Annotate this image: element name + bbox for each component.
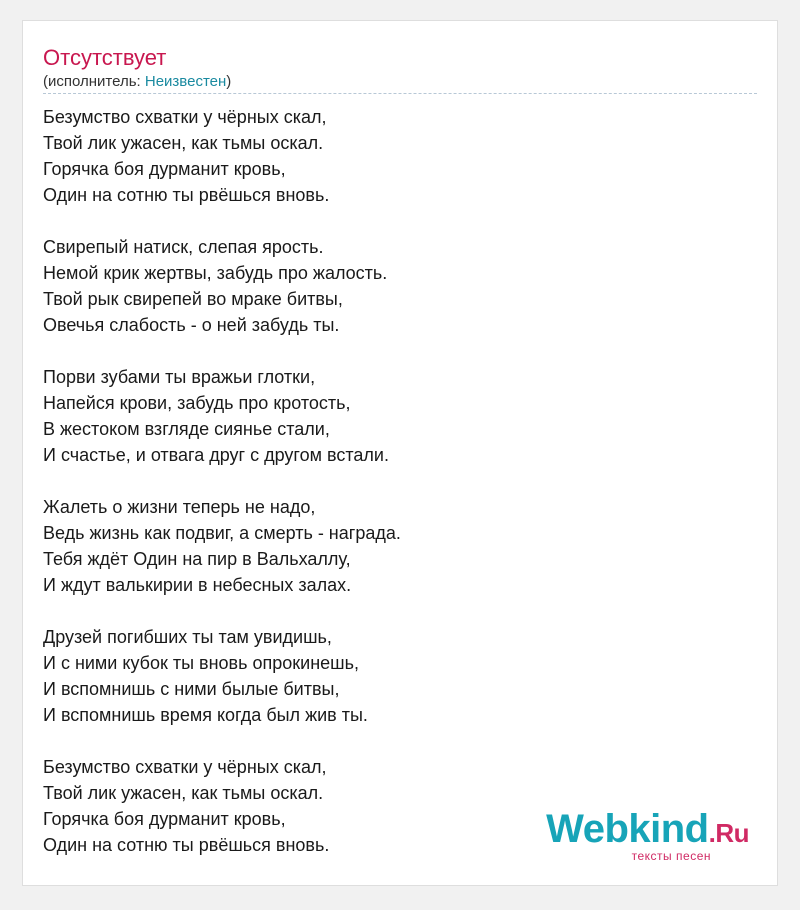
- lyric-line: Безумство схватки у чёрных скал,: [43, 107, 327, 127]
- lyrics-card: [22, 20, 778, 886]
- stanza: [43, 234, 401, 338]
- lyric-line: И с ними кубок ты вновь опрокинешь,: [43, 653, 359, 673]
- song-title: Отсутствует: [43, 45, 167, 70]
- lyric-line: Горячка боя дурманит кровь,: [43, 809, 286, 829]
- lyric-line: Жалеть о жизни теперь не надо,: [43, 497, 316, 517]
- lyric-line: Твой лик ужасен, как тьмы оскал.: [43, 133, 324, 153]
- lyric-line: Немой крик жертвы, забудь про жалость.: [43, 263, 388, 283]
- artist-link[interactable]: Неизвестен: [144, 73, 227, 90]
- brand-tld: .Ru: [708, 818, 749, 848]
- artist-prefix: (исполнитель:: [43, 73, 145, 90]
- artist-line: [43, 73, 231, 91]
- brand-wordmark: [546, 809, 749, 853]
- stanza: [43, 364, 401, 468]
- brand-tagline: тексты песен: [631, 849, 711, 863]
- lyric-line: Друзей погибших ты там увидишь,: [43, 627, 332, 647]
- lyric-line: И ждут валькирии в небесных залах.: [43, 575, 352, 595]
- lyric-line: И счастье, и отвага друг с другом встали.: [43, 445, 389, 465]
- lyric-line: Овечья слабость - о ней забудь ты.: [43, 315, 340, 335]
- stanza: [43, 624, 401, 728]
- lyric-line: Твой рык свирепей во мраке битвы,: [43, 289, 343, 309]
- lyric-line: Свирепый натиск, слепая ярость.: [43, 237, 324, 257]
- lyrics-text: [43, 104, 401, 884]
- lyric-line: Один на сотню ты рвёшься вновь.: [43, 835, 330, 855]
- lyric-line: Порви зубами ты вражьи глотки,: [43, 367, 316, 387]
- divider: [43, 93, 757, 94]
- lyric-line: И вспомнишь время когда был жив ты.: [43, 705, 368, 725]
- brand-logo[interactable]: [546, 809, 749, 863]
- lyric-line: В жестоком взгляде сиянье стали,: [43, 419, 330, 439]
- lyric-line: Тебя ждёт Один на пир в Вальхаллу,: [43, 549, 351, 569]
- lyric-line: И вспомнишь с ними былые битвы,: [43, 679, 340, 699]
- artist-suffix: ): [226, 73, 232, 90]
- lyric-line: Горячка боя дурманит кровь,: [43, 159, 286, 179]
- lyric-line: Твой лик ужасен, как тьмы оскал.: [43, 783, 324, 803]
- lyric-line: Безумство схватки у чёрных скал,: [43, 757, 327, 777]
- lyric-line: Ведь жизнь как подвиг, а смерть - награда.: [43, 523, 401, 543]
- brand-name: Webkind: [546, 807, 709, 851]
- stanza: [43, 494, 401, 598]
- stanza: [43, 104, 401, 208]
- stanza: [43, 754, 401, 858]
- lyric-line: Один на сотню ты рвёшься вновь.: [43, 185, 330, 205]
- lyric-line: Напейся крови, забудь про кротость,: [43, 393, 351, 413]
